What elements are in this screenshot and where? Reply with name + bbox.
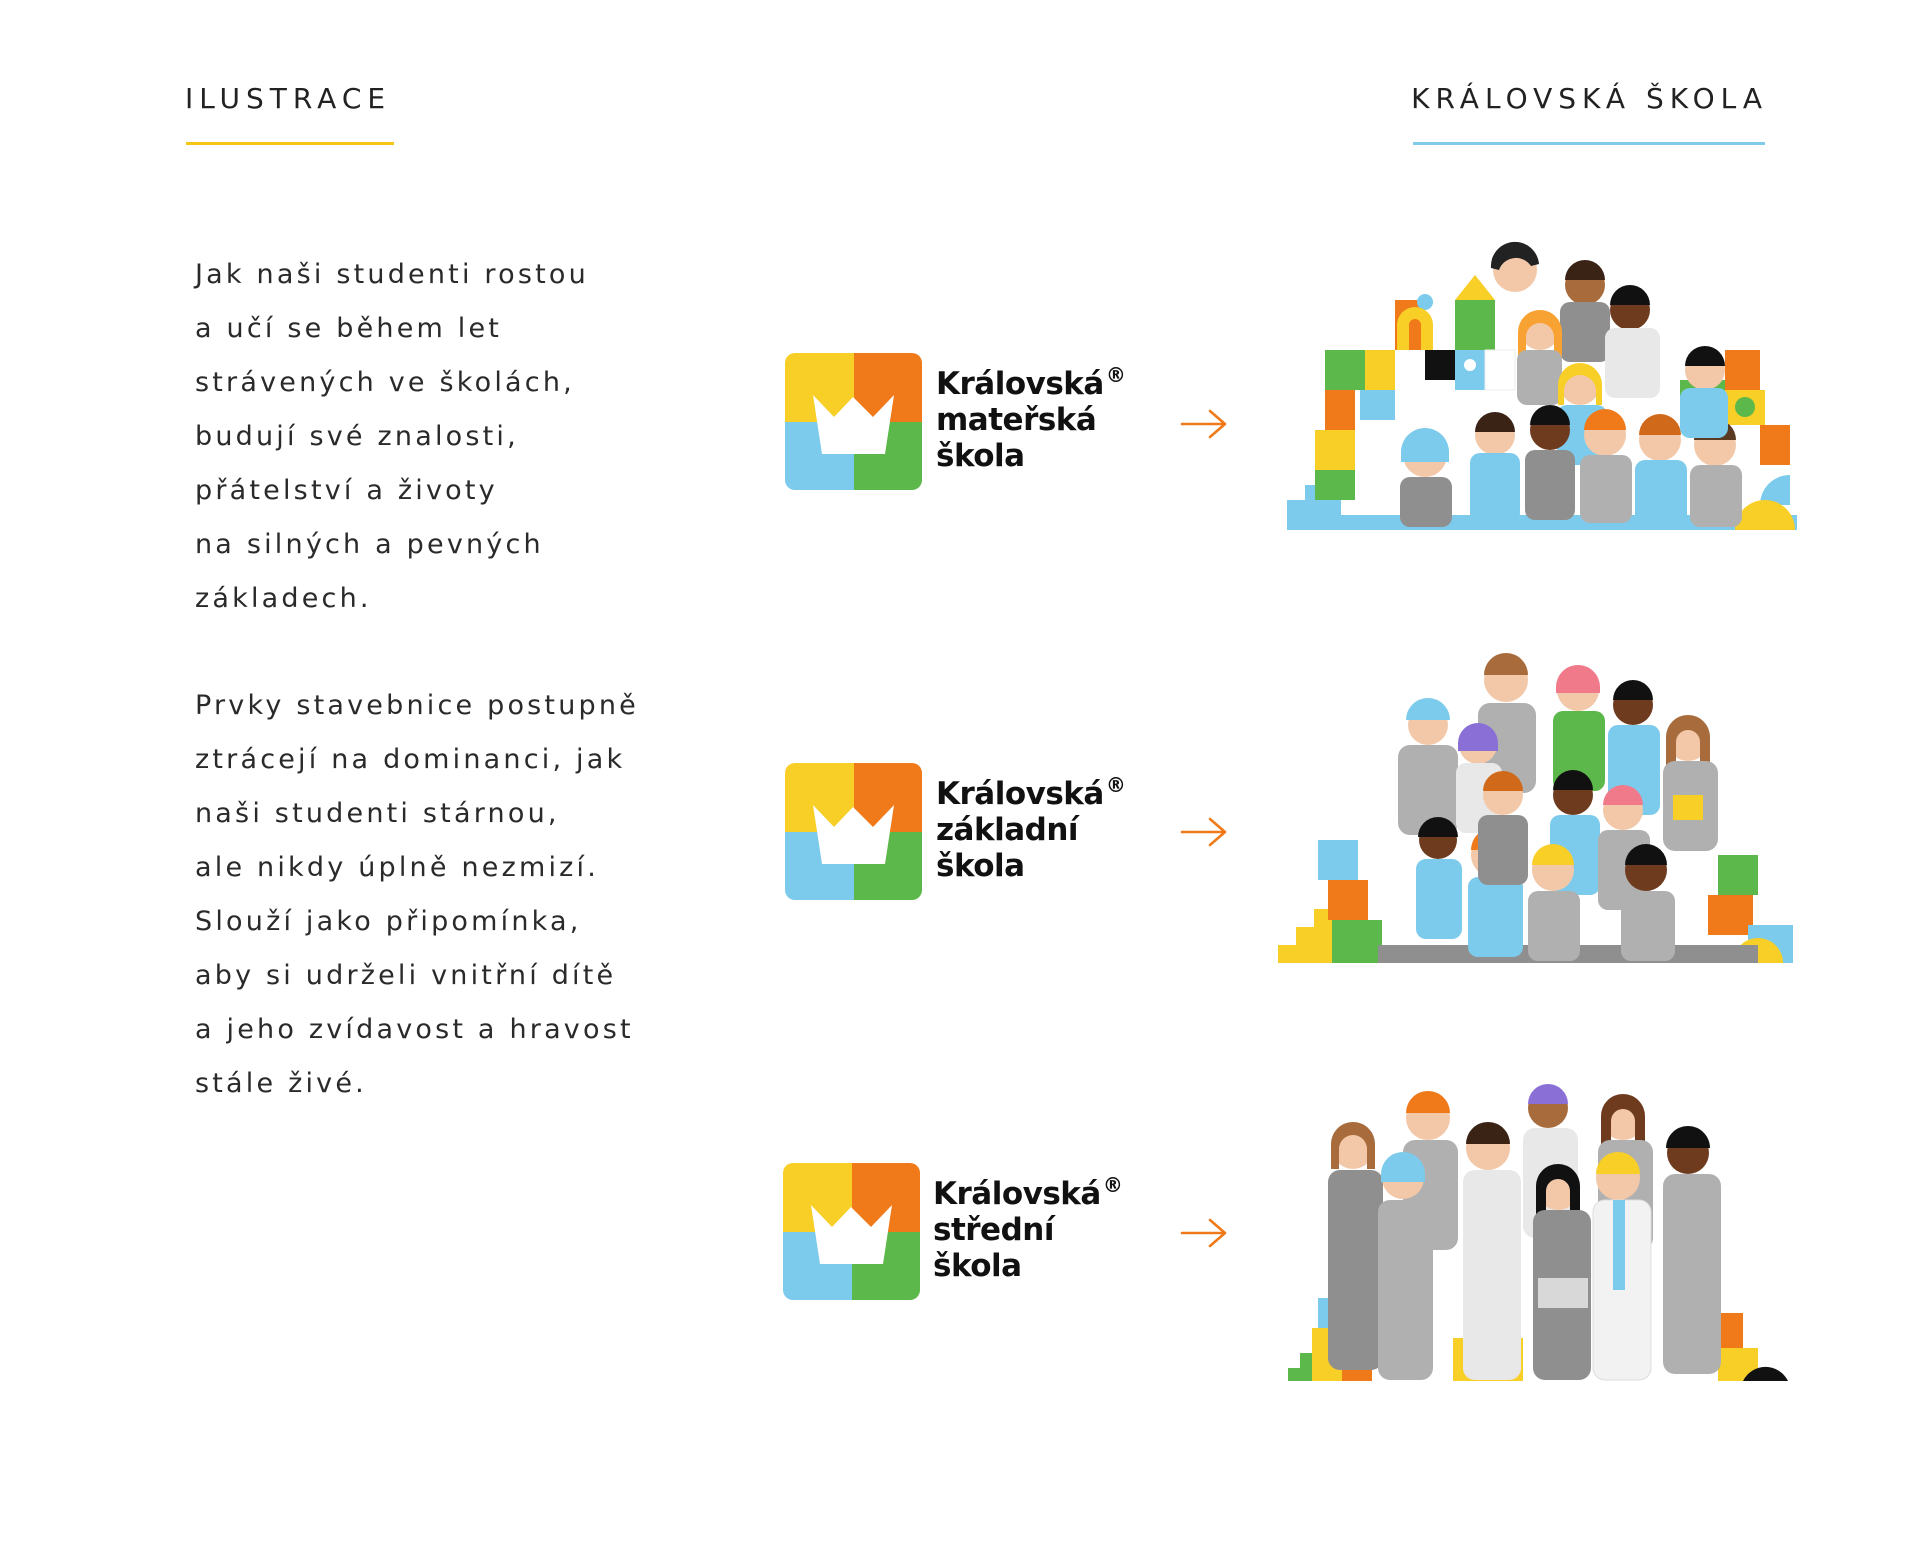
- registered-mark: ®: [1102, 1173, 1123, 1197]
- intro-paragraph-text: Jak naši studenti rostou a učí se během let strávených ve školách, budují své znalosti, přátelství a životy na silných a pevných základech.: [195, 259, 589, 614]
- brand-word: Královská: [936, 366, 1104, 402]
- registered-mark: ®: [1105, 773, 1126, 797]
- school-name-line-1: [936, 363, 1126, 402]
- registered-mark: ®: [1105, 363, 1126, 387]
- school-name-primary: [936, 773, 1126, 884]
- intro-paragraph: [195, 248, 665, 626]
- school-name-line-2: mateřská: [936, 402, 1097, 438]
- crown-logo-icon: [783, 1163, 920, 1300]
- school-name-high-school: [933, 1173, 1123, 1284]
- brand-word: Královská: [936, 776, 1104, 812]
- brand-word: Královská: [933, 1176, 1101, 1212]
- arrow-right-icon: [1180, 817, 1228, 847]
- school-name-kindergarten: [936, 363, 1126, 474]
- school-name-line-3: škola: [936, 848, 1025, 884]
- primary-school-students-illustration: [1278, 645, 1798, 965]
- brand-title-underline: [1413, 142, 1765, 145]
- crown-logo-icon: [785, 353, 922, 490]
- description-paragraph: [195, 679, 665, 1111]
- school-name-line-2: základní: [936, 812, 1079, 848]
- brand-title: KRÁLOVSKÁ ŠKOLA: [1411, 82, 1768, 115]
- section-title-underline: [186, 142, 394, 145]
- school-name-line-3: škola: [933, 1248, 1022, 1284]
- school-name-line-1: [933, 1173, 1123, 1212]
- crown-logo-icon: [785, 763, 922, 900]
- description-paragraph-text: Prvky stavebnice postupně ztrácejí na dominanci, jak naši studenti stárnou, ale nikdy úplně nezmizí. Slouží jako připomínka, aby si udrželi vnitřní dítě a jeho zvídavost a hravost stále živé.: [195, 690, 639, 1099]
- arrow-right-icon: [1180, 409, 1228, 439]
- arrow-right-icon: [1180, 1218, 1228, 1248]
- school-name-line-1: [936, 773, 1126, 812]
- section-title: ILUSTRACE: [185, 82, 392, 115]
- school-name-line-3: škola: [936, 438, 1025, 474]
- kindergarten-children-illustration: [1285, 240, 1800, 530]
- high-school-students-illustration: [1288, 1078, 1788, 1383]
- school-name-line-2: střední: [933, 1212, 1054, 1248]
